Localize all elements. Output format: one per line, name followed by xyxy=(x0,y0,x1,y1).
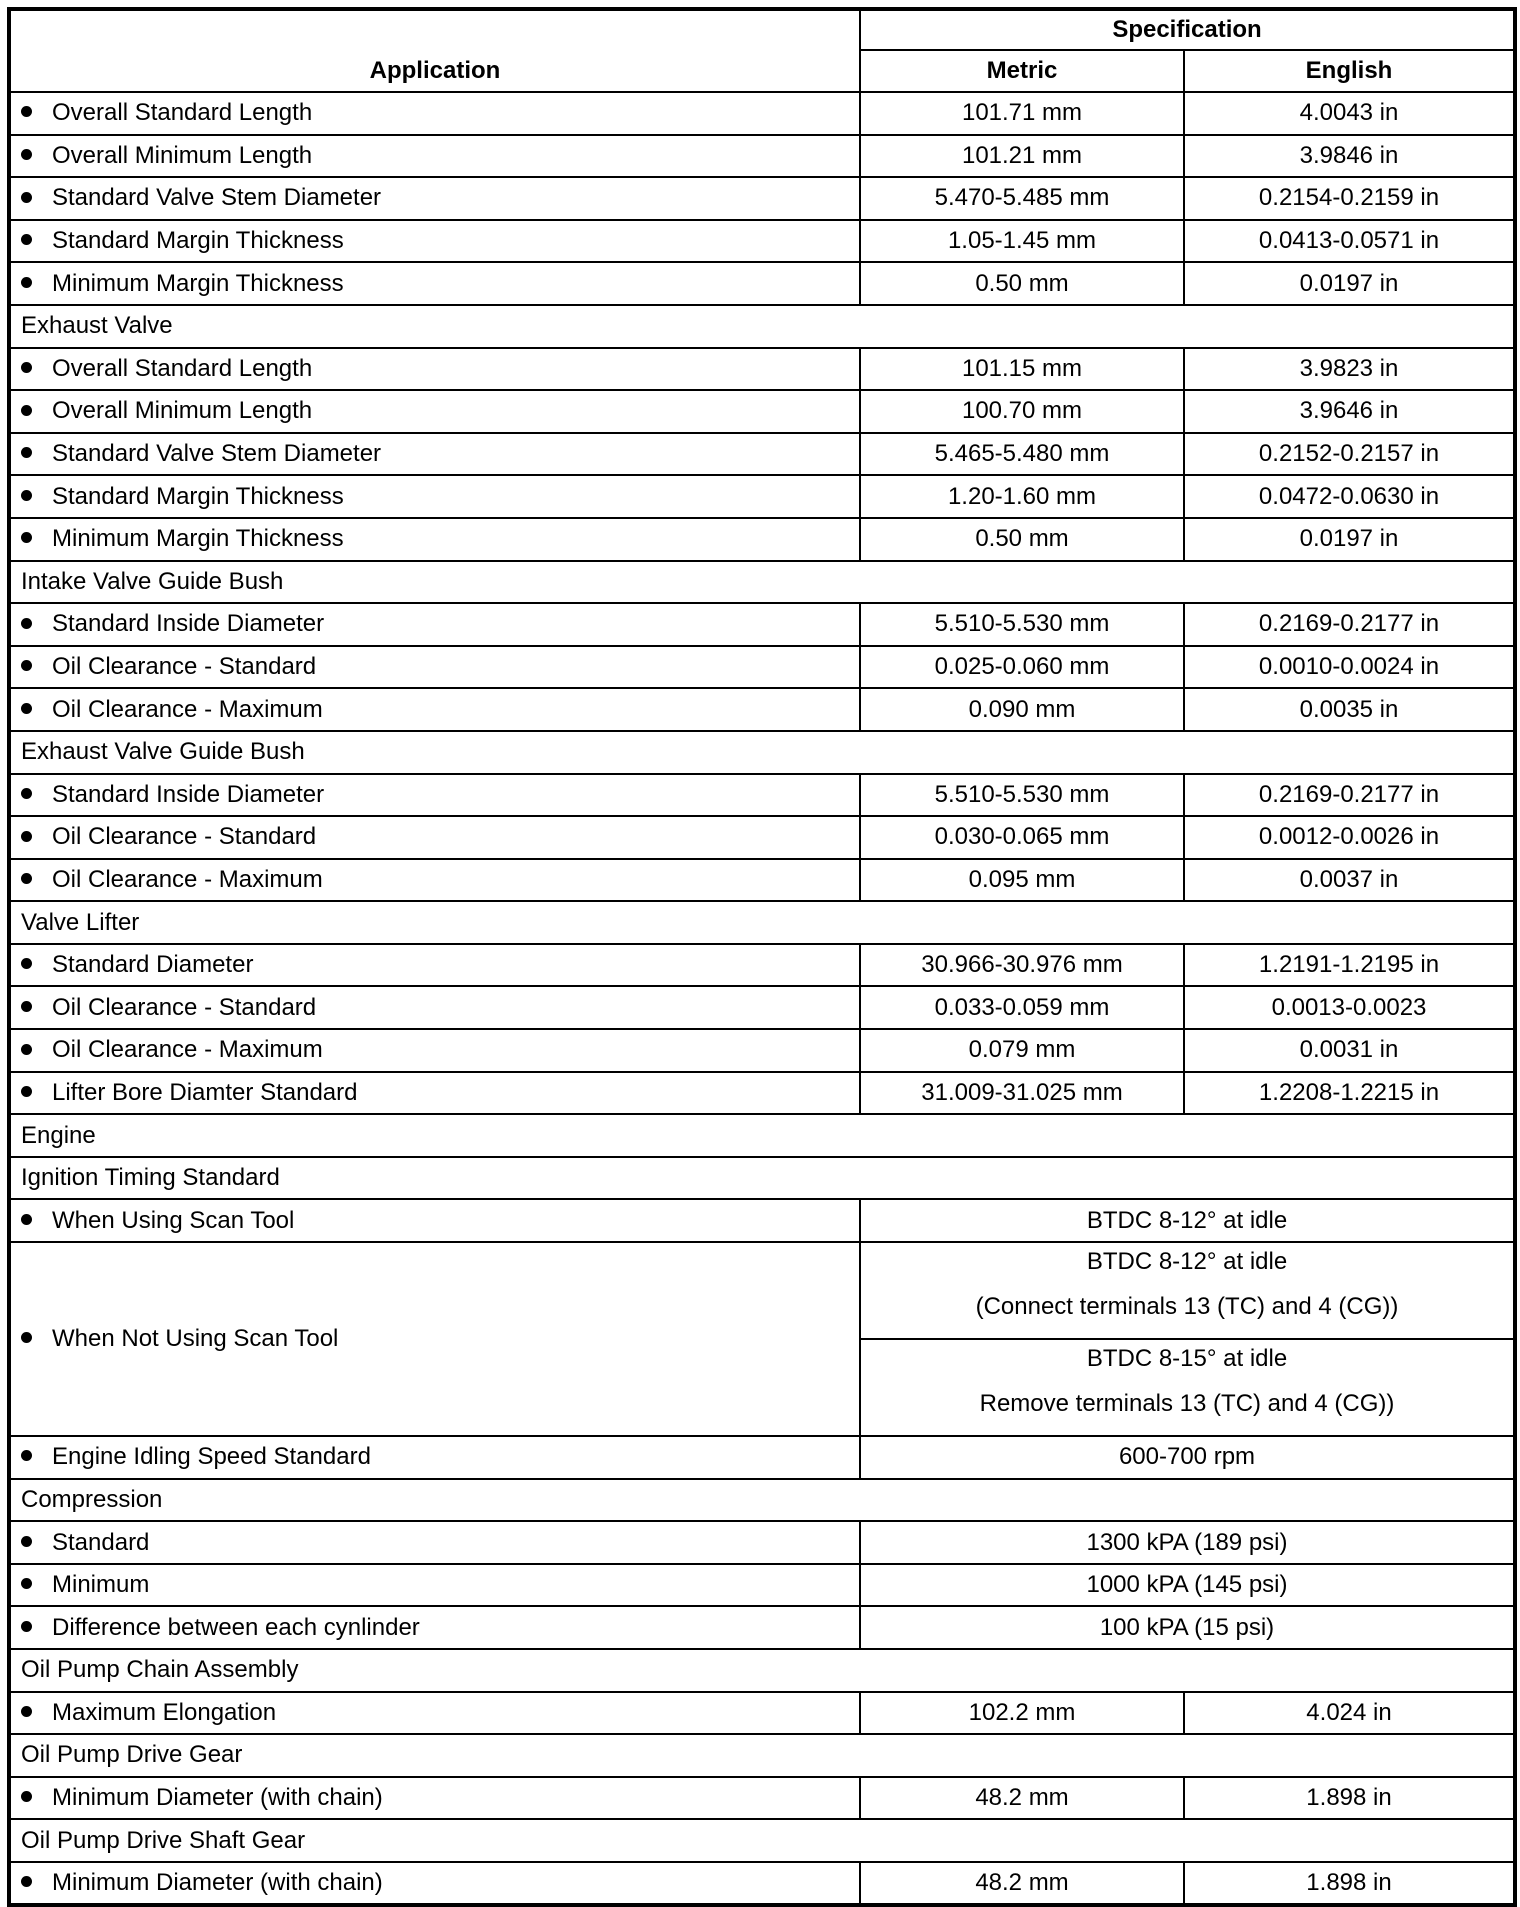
application-cell xyxy=(9,774,860,817)
english-value: 1.898 in xyxy=(1184,1777,1515,1820)
header-specification: Specification xyxy=(860,9,1515,50)
table-row xyxy=(9,262,1515,305)
table-row xyxy=(9,1692,1515,1735)
bullet-icon xyxy=(21,1044,32,1055)
section-label: Valve Lifter xyxy=(9,901,1515,944)
table-row xyxy=(9,390,1515,433)
section-row xyxy=(9,731,1515,774)
application-cell xyxy=(9,986,860,1029)
bullet-icon xyxy=(21,831,32,842)
spec-value: 1300 kPA (189 psi) xyxy=(860,1521,1515,1564)
metric-value: 0.025-0.060 mm xyxy=(860,646,1184,689)
application-cell xyxy=(9,348,860,391)
application-label: Minimum Diameter (with chain) xyxy=(52,1868,383,1896)
english-value: 0.0035 in xyxy=(1184,688,1515,731)
metric-value: 102.2 mm xyxy=(860,1692,1184,1735)
bullet-icon xyxy=(21,1214,32,1225)
application-label: Overall Standard Length xyxy=(52,354,313,382)
application-cell xyxy=(9,433,860,476)
english-value: 0.0413-0.0571 in xyxy=(1184,220,1515,263)
spec-value: 100 kPA (15 psi) xyxy=(860,1606,1515,1649)
application-cell xyxy=(9,816,860,859)
bullet-icon xyxy=(21,234,32,245)
application-label: Oil Clearance - Maximum xyxy=(52,695,323,723)
table-row xyxy=(9,1606,1515,1649)
metric-value: 5.510-5.530 mm xyxy=(860,603,1184,646)
table-row xyxy=(9,603,1515,646)
section-label: Exhaust Valve Guide Bush xyxy=(9,731,1515,774)
bullet-icon xyxy=(21,1536,32,1547)
section-row xyxy=(9,1649,1515,1692)
specification-table xyxy=(7,7,1517,1907)
english-value: 0.2152-0.2157 in xyxy=(1184,433,1515,476)
application-label: Minimum Margin Thickness xyxy=(52,269,344,297)
application-label: Minimum Margin Thickness xyxy=(52,525,344,553)
application-cell xyxy=(9,1564,860,1607)
table-row xyxy=(9,1862,1515,1905)
table-row xyxy=(9,944,1515,987)
application-cell xyxy=(9,646,860,689)
bullet-icon xyxy=(21,1450,32,1461)
metric-value: 101.71 mm xyxy=(860,92,1184,135)
table-row xyxy=(9,1777,1515,1820)
bullet-icon xyxy=(21,873,32,884)
table-row xyxy=(9,220,1515,263)
application-cell xyxy=(9,1777,860,1820)
metric-value: 0.095 mm xyxy=(860,859,1184,902)
english-value: 1.2208-1.2215 in xyxy=(1184,1072,1515,1115)
application-cell xyxy=(9,1072,860,1115)
application-label: Difference between each cynlinder xyxy=(52,1613,420,1641)
application-label: Standard Valve Stem Diameter xyxy=(52,184,382,212)
section-row xyxy=(9,1157,1515,1200)
spec-value xyxy=(860,1339,1515,1436)
application-label: Engine Idling Speed Standard xyxy=(52,1443,371,1471)
table-row xyxy=(9,1072,1515,1115)
spec-value: 1000 kPA (145 psi) xyxy=(860,1564,1515,1607)
application-cell xyxy=(9,944,860,987)
spec-value xyxy=(860,1242,1515,1339)
english-value: 0.0197 in xyxy=(1184,518,1515,561)
header-application: Application xyxy=(9,9,860,92)
application-label: Minimum Diameter (with chain) xyxy=(52,1784,383,1812)
metric-value: 0.030-0.065 mm xyxy=(860,816,1184,859)
bullet-icon xyxy=(21,1578,32,1589)
metric-value: 0.090 mm xyxy=(860,688,1184,731)
application-label: Overall Minimum Length xyxy=(52,141,313,169)
section-label: Ignition Timing Standard xyxy=(9,1157,1515,1200)
table-row xyxy=(9,1564,1515,1607)
bullet-icon xyxy=(21,1621,32,1632)
section-label: Oil Pump Chain Assembly xyxy=(9,1649,1515,1692)
metric-value: 100.70 mm xyxy=(860,390,1184,433)
spec-value-line: (Connect terminals 13 (TC) and 4 (CG)) xyxy=(975,1293,1399,1321)
application-label: Standard Margin Thickness xyxy=(52,482,344,510)
bullet-icon xyxy=(21,490,32,501)
bullet-icon xyxy=(21,1086,32,1097)
table-row xyxy=(9,1521,1515,1564)
application-label: Oil Clearance - Standard xyxy=(52,653,317,681)
section-label: Exhaust Valve xyxy=(9,305,1515,348)
english-value: 1.898 in xyxy=(1184,1862,1515,1905)
application-label: Standard xyxy=(52,1528,150,1556)
application-cell xyxy=(9,859,860,902)
application-cell xyxy=(9,135,860,178)
metric-value: 5.465-5.480 mm xyxy=(860,433,1184,476)
english-value: 1.2191-1.2195 in xyxy=(1184,944,1515,987)
application-label: Overall Standard Length xyxy=(52,99,313,127)
spec-value: 600-700 rpm xyxy=(860,1436,1515,1479)
application-cell xyxy=(9,1242,860,1436)
metric-value: 5.510-5.530 mm xyxy=(860,774,1184,817)
table-row xyxy=(9,688,1515,731)
spec-value-line: Remove terminals 13 (TC) and 4 (CG)) xyxy=(979,1390,1395,1418)
bullet-icon xyxy=(21,618,32,629)
table-row xyxy=(9,986,1515,1029)
application-label: Oil Clearance - Standard xyxy=(52,823,317,851)
application-cell xyxy=(9,1199,860,1242)
bullet-icon xyxy=(21,958,32,969)
bullet-icon xyxy=(21,362,32,373)
bullet-icon xyxy=(21,192,32,203)
bullet-icon xyxy=(21,1791,32,1802)
table-row xyxy=(9,177,1515,220)
metric-value: 30.966-30.976 mm xyxy=(860,944,1184,987)
bullet-icon xyxy=(21,1332,32,1343)
table-row xyxy=(9,859,1515,902)
application-cell xyxy=(9,1029,860,1072)
table-row xyxy=(9,646,1515,689)
english-value: 0.2169-0.2177 in xyxy=(1184,774,1515,817)
application-cell xyxy=(9,177,860,220)
table-row xyxy=(9,518,1515,561)
metric-value: 0.033-0.059 mm xyxy=(860,986,1184,1029)
bullet-icon xyxy=(21,149,32,160)
bullet-icon xyxy=(21,1706,32,1717)
bullet-icon xyxy=(21,788,32,799)
application-label: Oil Clearance - Maximum xyxy=(52,865,323,893)
bullet-icon xyxy=(21,703,32,714)
english-value: 0.0037 in xyxy=(1184,859,1515,902)
application-label: Standard Diameter xyxy=(52,951,254,979)
section-label: Engine xyxy=(9,1114,1515,1157)
english-value: 0.0472-0.0630 in xyxy=(1184,475,1515,518)
application-cell xyxy=(9,92,860,135)
metric-value: 0.079 mm xyxy=(860,1029,1184,1072)
bullet-icon xyxy=(21,1001,32,1012)
english-value: 3.9646 in xyxy=(1184,390,1515,433)
application-cell xyxy=(9,220,860,263)
english-value: 0.0013-0.0023 xyxy=(1184,986,1515,1029)
application-label: Standard Valve Stem Diameter xyxy=(52,440,382,468)
metric-value: 5.470-5.485 mm xyxy=(860,177,1184,220)
application-cell xyxy=(9,1606,860,1649)
table-row xyxy=(9,816,1515,859)
application-label: Lifter Bore Diamter Standard xyxy=(52,1078,358,1106)
english-value: 0.0031 in xyxy=(1184,1029,1515,1072)
bullet-icon xyxy=(21,106,32,117)
table-body xyxy=(9,92,1515,1905)
section-row xyxy=(9,1479,1515,1522)
application-cell xyxy=(9,1862,860,1905)
english-value: 0.2169-0.2177 in xyxy=(1184,603,1515,646)
table-row xyxy=(9,135,1515,178)
section-row xyxy=(9,1114,1515,1157)
application-label: Overall Minimum Length xyxy=(52,397,313,425)
table-row xyxy=(9,475,1515,518)
metric-value: 0.50 mm xyxy=(860,518,1184,561)
english-value: 0.0012-0.0026 in xyxy=(1184,816,1515,859)
application-cell xyxy=(9,1436,860,1479)
bullet-icon xyxy=(21,277,32,288)
application-cell xyxy=(9,518,860,561)
english-value: 3.9846 in xyxy=(1184,135,1515,178)
table-row xyxy=(9,1029,1515,1072)
application-label: Standard Margin Thickness xyxy=(52,227,344,255)
table-row xyxy=(9,433,1515,476)
metric-value: 31.009-31.025 mm xyxy=(860,1072,1184,1115)
spec-value-line: BTDC 8-12° at idle xyxy=(1086,1248,1288,1276)
application-label: Standard Inside Diameter xyxy=(52,610,325,638)
metric-value: 0.50 mm xyxy=(860,262,1184,305)
section-row xyxy=(9,901,1515,944)
application-label: Maximum Elongation xyxy=(52,1698,277,1726)
application-label: Minimum xyxy=(52,1571,150,1599)
bullet-icon xyxy=(21,532,32,543)
table-row xyxy=(9,92,1515,135)
section-row xyxy=(9,1819,1515,1862)
bullet-icon xyxy=(21,660,32,671)
table-row xyxy=(9,774,1515,817)
metric-value: 48.2 mm xyxy=(860,1777,1184,1820)
metric-value: 101.15 mm xyxy=(860,348,1184,391)
application-cell xyxy=(9,1521,860,1564)
section-row xyxy=(9,1734,1515,1777)
metric-value: 48.2 mm xyxy=(860,1862,1184,1905)
section-label: Intake Valve Guide Bush xyxy=(9,561,1515,604)
english-value: 4.0043 in xyxy=(1184,92,1515,135)
section-row xyxy=(9,561,1515,604)
section-row xyxy=(9,305,1515,348)
section-label: Oil Pump Drive Gear xyxy=(9,1734,1515,1777)
english-value: 4.024 in xyxy=(1184,1692,1515,1735)
application-label: Standard Inside Diameter xyxy=(52,780,325,808)
application-label: When Not Using Scan Tool xyxy=(52,1325,339,1353)
english-value: 3.9823 in xyxy=(1184,348,1515,391)
spec-value-line: BTDC 8-15° at idle xyxy=(1086,1345,1288,1373)
bullet-icon xyxy=(21,1876,32,1887)
application-label: Oil Clearance - Maximum xyxy=(52,1036,323,1064)
header-english: English xyxy=(1184,50,1515,92)
application-label: When Using Scan Tool xyxy=(52,1206,295,1234)
english-value: 0.0197 in xyxy=(1184,262,1515,305)
application-cell xyxy=(9,1692,860,1735)
metric-value: 1.05-1.45 mm xyxy=(860,220,1184,263)
bullet-icon xyxy=(21,447,32,458)
header-metric: Metric xyxy=(860,50,1184,92)
english-value: 0.0010-0.0024 in xyxy=(1184,646,1515,689)
application-label: Oil Clearance - Standard xyxy=(52,993,317,1021)
section-label: Oil Pump Drive Shaft Gear xyxy=(9,1819,1515,1862)
bullet-icon xyxy=(21,405,32,416)
english-value: 0.2154-0.2159 in xyxy=(1184,177,1515,220)
table-row xyxy=(9,1199,1515,1242)
section-label: Compression xyxy=(9,1479,1515,1522)
application-cell xyxy=(9,475,860,518)
metric-value: 101.21 mm xyxy=(860,135,1184,178)
table-row xyxy=(9,1242,1515,1339)
table-row xyxy=(9,1436,1515,1479)
spec-value: BTDC 8-12° at idle xyxy=(860,1199,1515,1242)
application-cell xyxy=(9,688,860,731)
application-cell xyxy=(9,390,860,433)
application-cell xyxy=(9,603,860,646)
table-row xyxy=(9,348,1515,391)
application-cell xyxy=(9,262,860,305)
metric-value: 1.20-1.60 mm xyxy=(860,475,1184,518)
